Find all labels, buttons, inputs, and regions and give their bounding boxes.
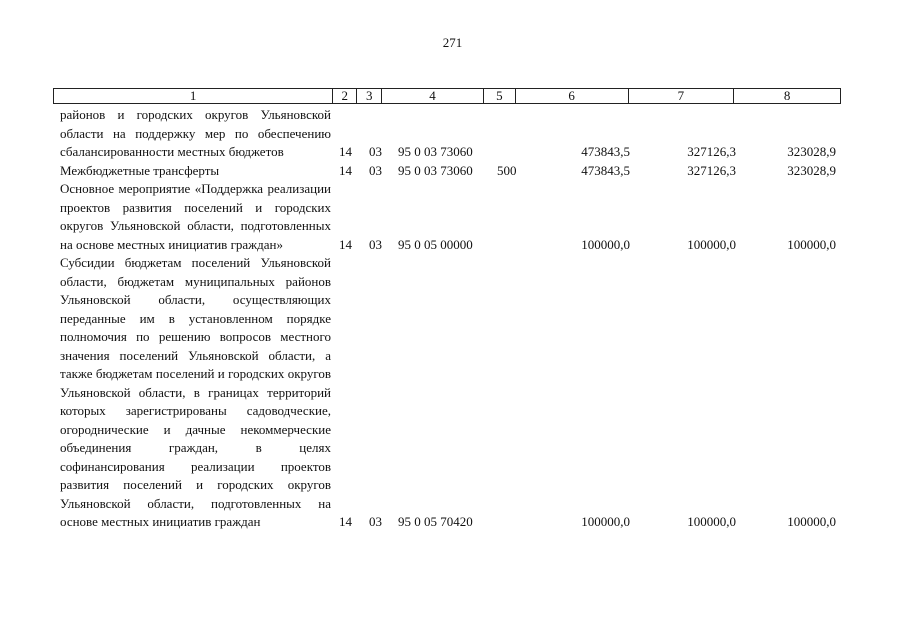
table-body bbox=[60, 106, 840, 532]
table-row bbox=[60, 106, 840, 162]
row-amount-col7: 100000,0 bbox=[687, 236, 736, 252]
row-amount-col8: 323028,9 bbox=[787, 144, 836, 159]
header-col-1: 1 bbox=[189, 88, 197, 103]
row-amount-col7: 327126,3 bbox=[687, 162, 736, 178]
header-col-2: 2 bbox=[332, 89, 356, 103]
row-amount-col8: 100000,0 bbox=[787, 236, 836, 252]
row-description: районов и городских округов Ульяновской области на поддержку мер по обеспечению сбалансированности местных бюджетов bbox=[60, 107, 331, 159]
row-section: 14 bbox=[339, 514, 352, 529]
table-header-row bbox=[53, 88, 841, 104]
row-amount-col6: 473843,5 bbox=[581, 144, 630, 159]
row-target-code: 95 0 05 00000 bbox=[398, 236, 473, 252]
header-col-8: 8 bbox=[733, 89, 840, 103]
header-col-4: 4 bbox=[381, 89, 483, 103]
row-subsection: 03 bbox=[369, 514, 382, 529]
row-target-code: 95 0 03 73060 bbox=[398, 162, 473, 178]
row-subsection: 03 bbox=[369, 144, 382, 159]
header-col-3: 3 bbox=[356, 89, 381, 103]
row-amount-col6: 100000,0 bbox=[581, 514, 630, 529]
row-subsection: 03 bbox=[369, 162, 382, 178]
row-target-code: 95 0 03 73060 bbox=[398, 144, 473, 159]
row-expense-type: 500 bbox=[497, 162, 517, 178]
row-amount-col6: 473843,5 bbox=[581, 162, 630, 178]
header-col-7: 7 bbox=[628, 89, 734, 103]
row-amount-col8: 100000,0 bbox=[787, 514, 836, 529]
row-section: 14 bbox=[339, 162, 352, 178]
page-number: 271 bbox=[442, 35, 463, 50]
table-row bbox=[60, 254, 840, 532]
table-row bbox=[60, 162, 840, 181]
table-row bbox=[60, 180, 840, 254]
row-subsection: 03 bbox=[369, 236, 382, 252]
row-description: Основное мероприятие «Поддержка реализации проектов развития поселений и городских округов Ульяновской области, подготовленных на основе местных инициатив граждан» bbox=[60, 181, 331, 252]
row-target-code: 95 0 05 70420 bbox=[398, 514, 473, 529]
row-description: Межбюджетные трансферты bbox=[60, 162, 220, 178]
header-col-6: 6 bbox=[515, 89, 628, 103]
row-amount-col8: 323028,9 bbox=[787, 162, 836, 178]
header-col-5: 5 bbox=[483, 89, 515, 103]
row-section: 14 bbox=[339, 236, 352, 252]
row-amount-col7: 100000,0 bbox=[687, 514, 736, 529]
row-amount-col6: 100000,0 bbox=[581, 236, 630, 252]
row-section: 14 bbox=[339, 144, 352, 159]
row-amount-col7: 327126,3 bbox=[687, 144, 736, 159]
row-description: Субсидии бюджетам поселений Ульяновской области, бюджетам муниципальных районов Ульяновской области, осуществляющих переданные им в установленном порядке полномочия по решению вопросов местного значения поселений Ульяновской области, а также бюджетам поселений и городских округов Ульяновской области, в границах территорий которых зарегистрированы садоводческие, огороднические и дачные некоммерческие объединения граждан, в целях софинансирования реализации проектов развития поселений и городских округов Ульяновской области, подготовленных на основе местных инициатив граждан bbox=[60, 255, 331, 529]
